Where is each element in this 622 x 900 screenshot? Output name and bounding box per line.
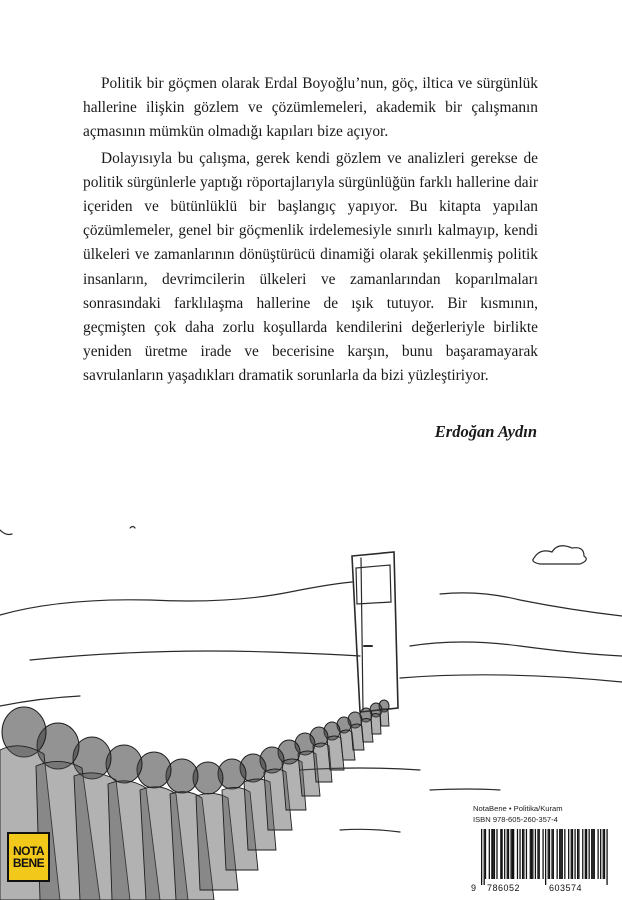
barcode-bar <box>585 829 586 879</box>
barcode-bar <box>491 829 492 879</box>
barcode-bar <box>542 829 543 879</box>
barcode-bar <box>560 829 561 879</box>
barcode-bar <box>489 829 490 879</box>
barcode-bar <box>508 829 509 879</box>
paragraph-2: Dolayısıyla bu çalışma, gerek kendi gözlem ve analizleri gerekse de politik sürgünlerle yaptığı röportajlarıyla sürgünlüğün farklı hallerine dair içeriden ve bütünlüklü bir başlangıç yapıyor. Bu kitapta yapılan çözümlemeler, genel bir göçmenlik irdelemesiyle sınırlı kalmayıp, kendi ülkeleri ve zamanlarının dönüştürücü dinamiği olarak şekillenmiş politik insanların, devrimcilerin ülkeleri ve zamanlarından koparılmaları sonrasındaki farklılaşma hallerine de ışık tutuyor. Bir kısmının, geçmişten çok daha zorlu koşullarda kendilerini değerleriyle birlikte yeniden üretme irade ve becerisine karşın, bunu başaramayarak savrulanların yaşadıkları dramatik sorunlarla da bizi yüzleştiriyor. <box>83 149 538 385</box>
barcode-bar <box>603 829 604 879</box>
barcode-bar <box>532 829 533 879</box>
barcode-bar <box>494 829 495 879</box>
publisher-logo <box>7 832 50 882</box>
barcode-panel <box>467 799 622 900</box>
barcode-bar <box>562 829 563 879</box>
barcode-bar <box>578 829 579 879</box>
barcode-bar <box>589 829 590 879</box>
barcode-bar <box>553 829 554 879</box>
back-cover-text <box>83 72 538 389</box>
logo-line-2: BENE <box>12 856 45 870</box>
barcode-bar <box>568 829 569 879</box>
barcode-bar <box>582 829 583 879</box>
barcode-bar <box>481 829 482 885</box>
barcode-bar <box>604 829 605 879</box>
barcode-bar <box>519 829 520 879</box>
barcode-bar <box>493 829 494 879</box>
barcode-bar <box>504 829 505 879</box>
publisher-category: NotaBene • Politika/Kuram <box>473 804 563 813</box>
barcode-bar <box>512 829 513 879</box>
barcode-bar <box>559 829 560 879</box>
barcode-bar <box>523 829 524 879</box>
isbn-text: ISBN 978-605-260-357-4 <box>473 815 558 824</box>
barcode-bar <box>526 829 527 879</box>
barcode-bar <box>496 829 497 879</box>
barcode-bar <box>537 829 538 879</box>
barcode-bar <box>572 829 573 879</box>
barcode-bar <box>500 829 501 879</box>
barcode-bar <box>501 829 502 879</box>
barcode-bar <box>549 829 550 879</box>
barcode-bar <box>600 829 601 879</box>
barcode-bar <box>551 829 552 879</box>
barcode-bar <box>597 829 598 879</box>
barcode-digit-first: 9 <box>471 883 477 893</box>
barcode-bar <box>592 829 593 879</box>
barcode-bar <box>539 829 540 879</box>
barcode-digits-left: 786052 <box>487 883 521 893</box>
barcode-bar <box>574 829 575 879</box>
barcode-bar <box>530 829 531 879</box>
barcode-bar <box>545 829 546 885</box>
barcode-bar <box>594 829 595 879</box>
author-signature: Erdoğan Aydın <box>434 422 537 441</box>
barcode-bar <box>510 829 511 879</box>
barcode-bar <box>591 829 592 879</box>
barcode-bar <box>507 829 508 879</box>
barcode-bar <box>535 829 536 879</box>
barcode-bar <box>513 829 514 879</box>
paragraph-1: Politik bir göçmen olarak Erdal Boyoğlu’nun, göç, iltica ve sürgünlük hallerine ilişkin gözlem ve çözümlemeleri, akademik bir çalışmanın açmasının mümkün olmadığı kapıları bize açıyor. <box>83 75 538 141</box>
barcode-bar <box>577 829 578 879</box>
barcode <box>481 829 609 885</box>
barcode-bar <box>517 829 518 879</box>
barcode-bar <box>606 829 607 885</box>
barcode-digits-right: 603574 <box>549 883 583 893</box>
logo-line-1: NOTA <box>12 844 45 858</box>
barcode-bar <box>522 829 523 879</box>
barcode-bar <box>571 829 572 879</box>
barcode-bar <box>531 829 532 879</box>
barcode-bar <box>586 829 587 879</box>
barcode-bar <box>557 829 558 879</box>
barcode-bar <box>548 829 549 879</box>
barcode-bar <box>485 829 486 879</box>
barcode-bar <box>484 829 485 885</box>
barcode-bar <box>564 829 565 879</box>
